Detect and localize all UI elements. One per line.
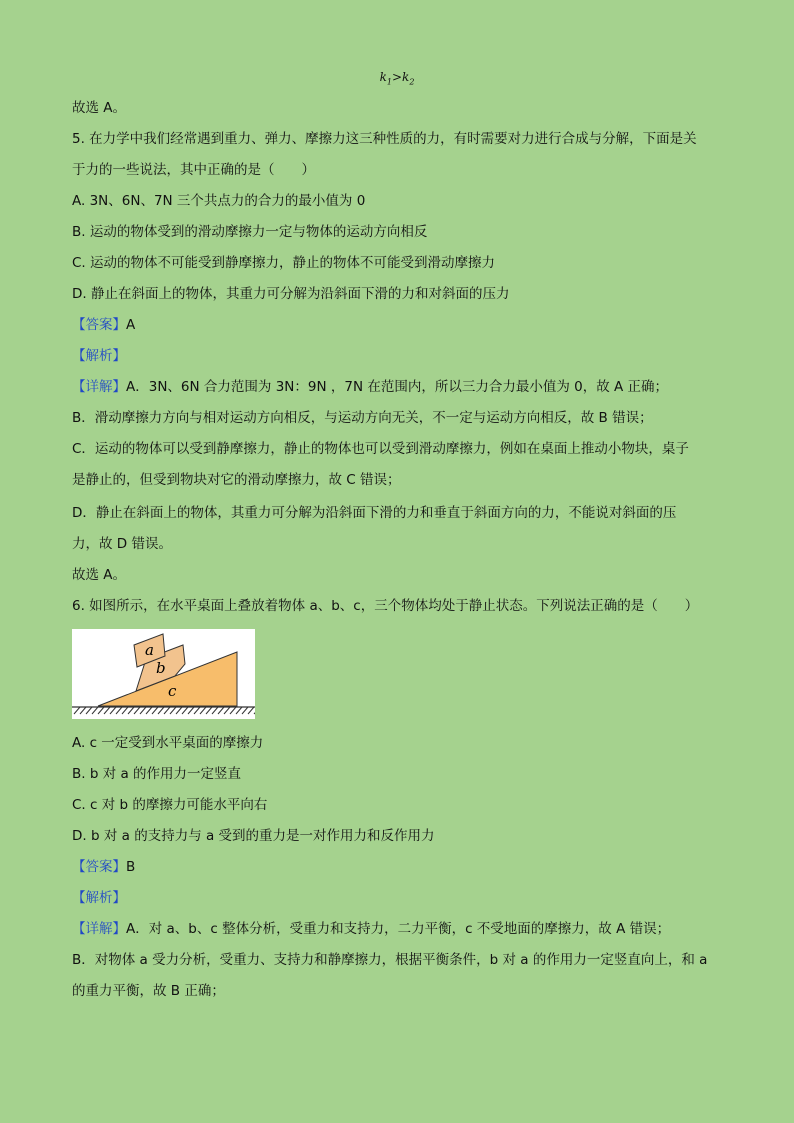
q5-choice: 故选 A。 (72, 567, 127, 583)
q5-detail-a: 【 详解 】 A．3N、6N 合力范围为 3N：9N ，7N 在范围内，所以三力合力最小值为 0，故 A 正确； (72, 378, 732, 396)
q5-detail-c-line2: 是静止的，但受到物块对它的滑动摩擦力，故 C 错误； (72, 472, 401, 488)
q6-answer (72, 858, 732, 876)
q5-stem-line1: 5. 在力学中我们经常遇到重力、弹力、摩擦力这三种性质的力，有时需要对力进行合成与分解，下面是关 (72, 131, 697, 147)
previous-answer-choice: 故选 A。 (72, 100, 127, 116)
q6-answer-value: B (126, 859, 136, 875)
detail-tag: 【 详解 】 (72, 379, 126, 395)
label-b: b (156, 659, 166, 677)
q5-option-a: A. 3N、6N、7N 三个共点力的合力的最小值为 0 (72, 193, 366, 209)
q6-option-c: C. c 对 b 的摩擦力可能水平向右 (72, 797, 268, 813)
q5-detail-d-line1: D．静止在斜面上的物体，其重力可分解为沿斜面下滑的力和垂直于斜面方向的力，不能说对斜面的压 (72, 505, 677, 521)
answer-tag: 【 答案 】 (72, 859, 126, 875)
q6-detail-a: 【 详解 】 A．对 a、b、c 整体分析，受重力和支持力，二力平衡，c 不受地面的摩擦力，故 A 错误； (72, 920, 732, 938)
q6-detail-b-line1: B．对物体 a 受力分析，受重力、支持力和静摩擦力，根据平衡条件，b 对 a 的作用力一定竖直向上，和 a (72, 952, 708, 968)
formula-k1-gt-k2: $k_1>k_2$ (379, 70, 415, 87)
q5-analysis-heading (72, 347, 732, 365)
q6-stem: 6. 如图所示，在水平桌面上叠放着物体 a、b、c，三个物体均处于静止状态。下列说法正确的是（ ） (72, 598, 699, 614)
q5-answer (72, 316, 732, 334)
q5-stem-line2: 于力的一些说法，其中正确的是（ ） (72, 162, 315, 178)
q5-detail-d-line2: 力，故 D 错误。 (72, 536, 172, 552)
q6-option-d: D. b 对 a 的支持力与 a 受到的重力是一对作用力和反作用力 (72, 828, 435, 844)
q5-option-d: D. 静止在斜面上的物体，其重力可分解为沿斜面下滑的力和对斜面的压力 (72, 286, 510, 302)
q6-analysis-heading (72, 889, 732, 907)
analysis-tag: 【 解析 】 (72, 348, 126, 364)
label-a: a (145, 641, 154, 659)
label-c: c (168, 682, 177, 700)
answer-tag: 【 答案 】 (72, 317, 126, 333)
detail-tag: 【 详解 】 (72, 921, 126, 937)
analysis-tag: 【 解析 】 (72, 890, 126, 906)
stacked-blocks-on-wedge-diagram (72, 629, 255, 719)
q5-answer-value: A (126, 317, 136, 333)
q6-figure (72, 629, 255, 719)
q6-option-b: B. b 对 a 的作用力一定竖直 (72, 766, 242, 782)
q5-option-b: B. 运动的物体受到的滑动摩擦力一定与物体的运动方向相反 (72, 224, 428, 240)
q5-option-c: C. 运动的物体不可能受到静摩擦力，静止的物体不可能受到滑动摩擦力 (72, 255, 496, 271)
q6-detail-b-line2: 的重力平衡，故 B 正确； (72, 983, 225, 999)
q5-detail-c-line1: C．运动的物体可以受到静摩擦力，静止的物体也可以受到滑动摩擦力，例如在桌面上推动小物块，桌子 (72, 441, 689, 457)
ground-hatching (74, 707, 255, 714)
q6-option-a: A. c 一定受到水平桌面的摩擦力 (72, 735, 264, 751)
q5-detail-b: B．滑动摩擦力方向与相对运动方向相反，与运动方向无关，不一定与运动方向相反，故 B 错误； (72, 410, 653, 426)
